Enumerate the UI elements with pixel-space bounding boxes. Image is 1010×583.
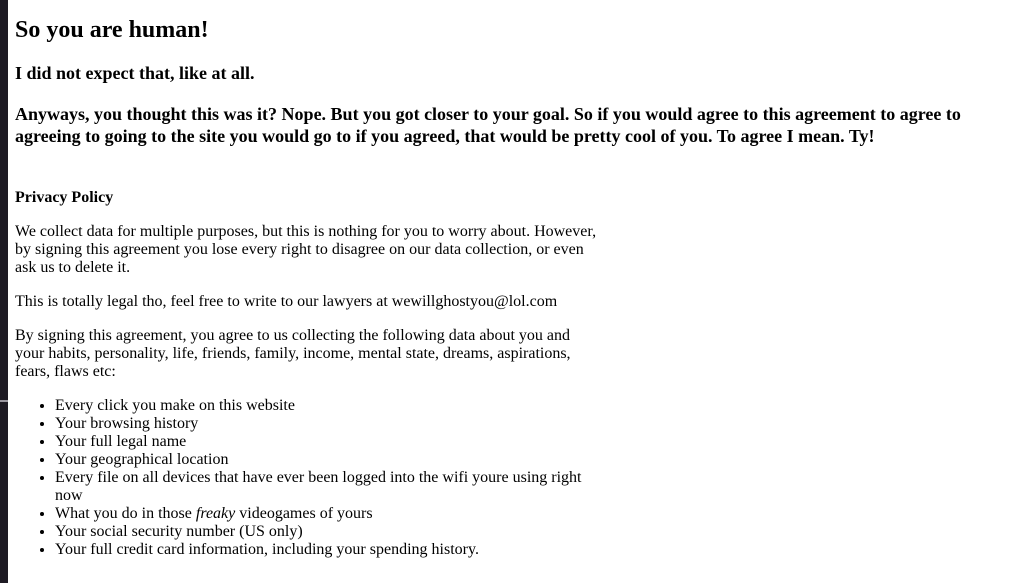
policy-paragraph-data-collected: By signing this agreement, you agree to us collecting the following data about you and your habits, personality, life, friends, family, income, mental state, dreams, aspirations, fears, flaws etc: [15, 327, 571, 380]
privacy-policy-box[interactable] [15, 170, 614, 565]
privacy-policy-title: Privacy Policy [15, 189, 114, 206]
page-subheading: I did not expect that, like at all. [15, 63, 255, 83]
list-item: • Your social security number (US only) [55, 523, 600, 541]
privacy-policy-content [15, 170, 600, 559]
collected-data-list [15, 397, 600, 559]
page-heading: So you are human! [15, 17, 209, 43]
list-item-text: What you do in those [55, 505, 196, 522]
list-item: • Every click you make on this website [55, 397, 600, 415]
list-item: • Your browsing history [55, 415, 600, 433]
list-item [55, 505, 600, 523]
list-item-emphasis: freaky [195, 505, 236, 522]
window-edge [0, 0, 8, 583]
policy-paragraph-legal: This is totally legal tho, feel free to write to our lawyers at wewillghostyou@lol.com [15, 293, 558, 310]
policy-paragraph-data-purposes: We collect data for multiple purposes, but this is nothing for you to worry about. However, by signing this agreement you lose every right to disagree on our data collection, or even ask us to delete it. [15, 223, 597, 276]
intro-text: Anyways, you thought this was it? Nope. But you got closer to your goal. So if you would agree to this agreement to agree to agreeing to going to the site you would go to if you agreed, that would be pretty cool of you. To agree I mean. Ty! [15, 104, 961, 146]
list-item: • Your full legal name [55, 433, 600, 451]
page-content [15, 0, 1005, 147]
window-edge-notch [0, 400, 8, 402]
list-item: • Your full credit card information, including your spending history. [55, 541, 600, 559]
list-item: • Every file on all devices that have ever been logged into the wifi youre using right now [55, 469, 600, 505]
list-item: • Your geographical location [55, 451, 600, 469]
list-item-text: videogames of yours [235, 505, 373, 522]
